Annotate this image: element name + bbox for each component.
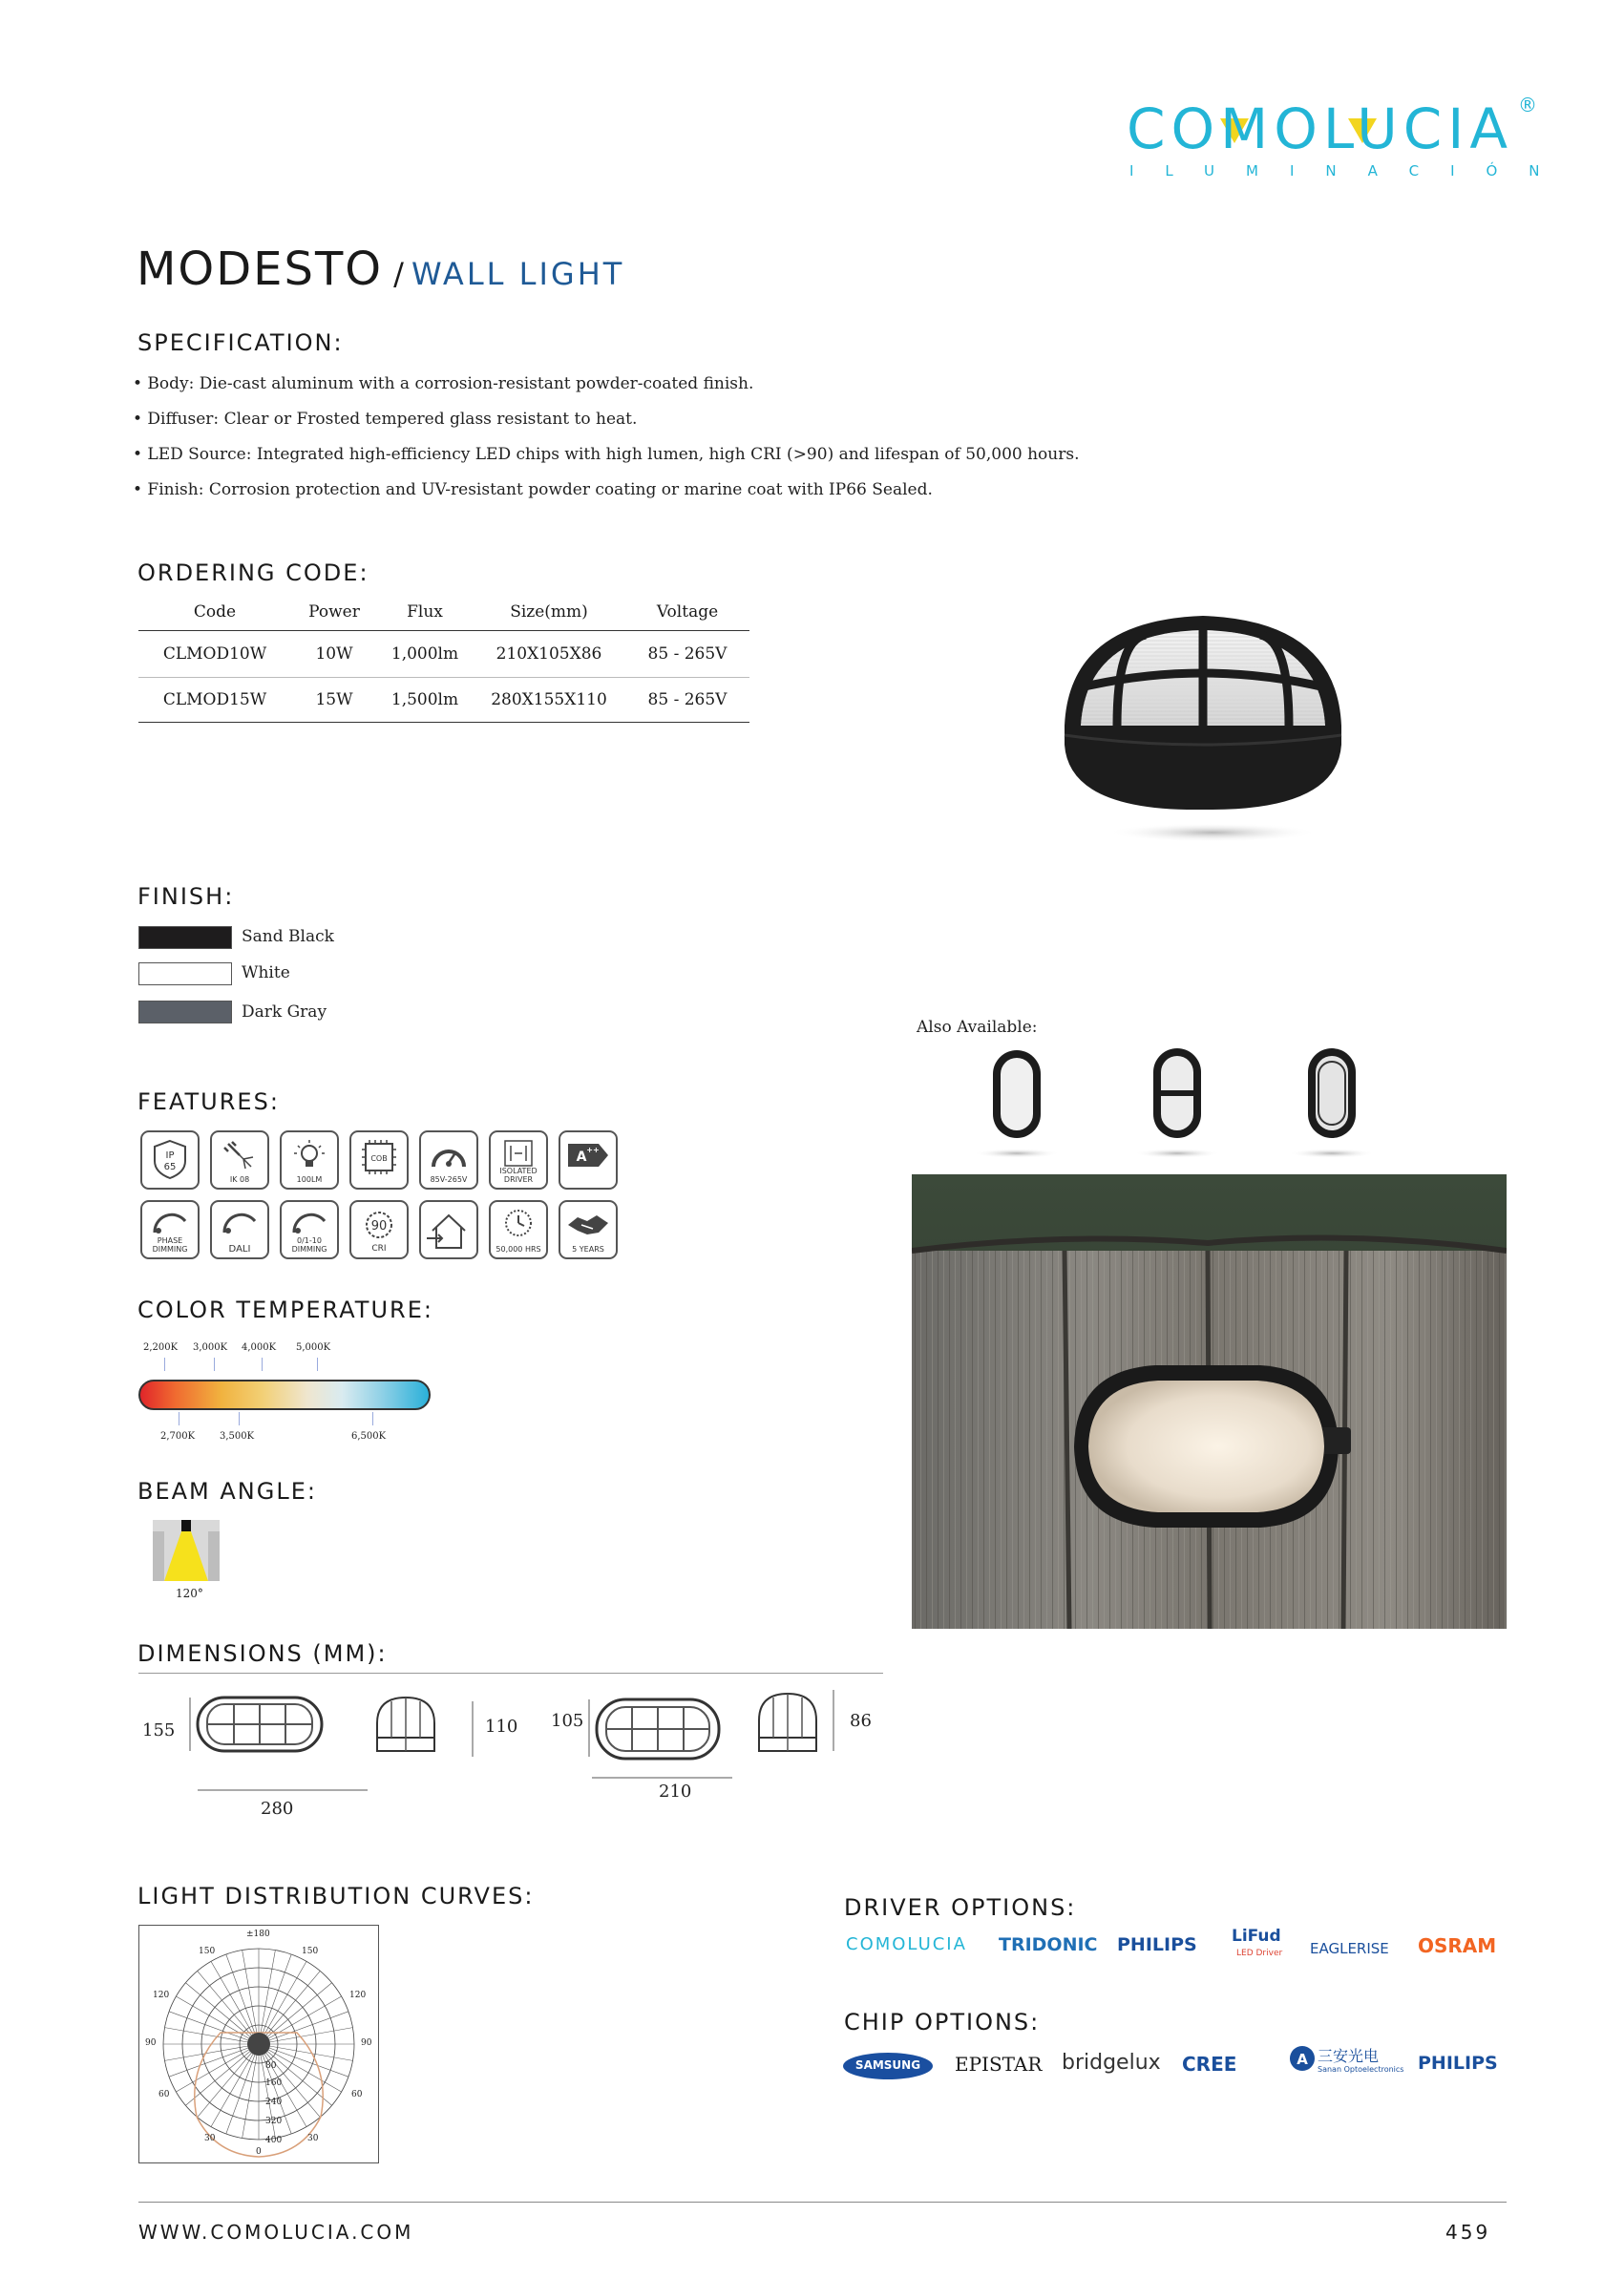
polar-radial-label: 400 [265, 2136, 283, 2145]
chip-brand-sanan: 三安光电 [1318, 2047, 1380, 2065]
features-heading: FEATURES: [137, 1088, 280, 1115]
lumen-bulb-icon [280, 1130, 339, 1190]
polar-angle-label: 0 [256, 2147, 262, 2157]
polar-radial-label: 320 [265, 2117, 283, 2126]
table-cell: 10W [291, 631, 377, 678]
dim-large-height: 155 [142, 1720, 176, 1740]
chip-brand-samsung [842, 2051, 934, 2081]
chip-brand-cree: CREE [1182, 2053, 1237, 2076]
driver-brand-comolucia: COMOLUCIA [846, 1934, 967, 1954]
specification-list [133, 374, 1183, 516]
feature-label: ISOLATED DRIVER [499, 1167, 538, 1184]
table-cell: 85 - 265V [625, 678, 749, 723]
product-name: MODESTO [137, 243, 384, 296]
table-cell: CLMOD10W [138, 631, 291, 678]
polar-angle-label: 90 [145, 2038, 157, 2048]
table-cell: 85 - 265V [625, 631, 749, 678]
dimension-drawings [138, 1680, 902, 1833]
cct-tick [239, 1412, 240, 1425]
cct-tick [214, 1358, 215, 1371]
table-header: Size(mm) [473, 594, 625, 631]
polar-angle-label: 60 [351, 2090, 363, 2099]
polar-angle-label: 90 [361, 2038, 372, 2048]
bulkhead-lamp-icon [1050, 582, 1356, 850]
svg-text:A: A [576, 1150, 587, 1165]
variant-lamps-icon [974, 1041, 1375, 1174]
clock-hours-icon [489, 1200, 548, 1259]
cct-label-top: 4,000K [242, 1342, 277, 1353]
cct-gradient-bar [138, 1380, 431, 1410]
table-cell: CLMOD15W [138, 678, 291, 723]
spec-item: • LED Source: Integrated high-efficiency LED chips with high lumen, high CRI (>90) and lifespan of 50,000 hours. [133, 445, 1080, 464]
cob-chip-icon [349, 1130, 409, 1190]
page-number: 459 [1445, 2221, 1491, 2244]
logo-subtitle: ILUMINACIÓN [1129, 162, 1571, 179]
finish-label: White [242, 963, 290, 982]
polar-angle-label: ±180 [246, 1930, 270, 1939]
table-cell: 1,000lm [377, 631, 473, 678]
sanan-subtitle: Sanan Optoelectronics [1318, 2065, 1404, 2074]
dim-large-width: 280 [261, 1799, 294, 1819]
wall-lamp-on-wood-photo [912, 1174, 1507, 1629]
samsung-label: SAMSUNG [854, 2058, 921, 2072]
driver-options-heading: DRIVER OPTIONS: [844, 1894, 1077, 1921]
chip-brand-epistar: EPISTAR [955, 2053, 1043, 2076]
installation-photo [912, 1174, 1507, 1629]
finish-swatch-sand-black [138, 926, 232, 949]
finish-label: Dark Gray [242, 1002, 327, 1022]
feature-label: 50,000 HRS [496, 1245, 541, 1254]
driver-brand-eaglerise: EAGLERISE [1310, 1940, 1389, 1957]
light-distribution-heading: LIGHT DISTRIBUTION CURVES: [137, 1883, 535, 1909]
chip-options-heading: CHIP OPTIONS: [844, 2009, 1041, 2035]
cct-label-top: 5,000K [296, 1342, 331, 1353]
polar-chart [138, 1925, 379, 2163]
title-separator: / [393, 256, 407, 292]
handshake-icon [559, 1200, 618, 1259]
dimensions-rule [138, 1673, 883, 1674]
polar-radial-label: 160 [265, 2078, 283, 2088]
dali-icon [210, 1200, 269, 1259]
polar-radial-label: 240 [265, 2098, 283, 2107]
sanan-logo-icon [1289, 2043, 1318, 2079]
footer-rule [138, 2202, 1507, 2203]
table-cell: 15W [291, 678, 377, 723]
table-header: Voltage [625, 594, 749, 631]
table-cell: 280X155X110 [473, 678, 625, 723]
feature-label: PHASE DIMMING [152, 1236, 188, 1254]
feature-label: 100LM [296, 1175, 323, 1184]
beam-angle-heading: BEAM ANGLE: [137, 1478, 317, 1505]
isolated-driver-icon [489, 1130, 548, 1190]
specification-heading: SPECIFICATION: [137, 329, 344, 356]
feature-label: 85V-265V [430, 1175, 468, 1184]
svg-text:A: A [1297, 2051, 1308, 2068]
table-header: Flux [377, 594, 473, 631]
brand-logo [1127, 94, 1571, 191]
polar-angle-label: 60 [158, 2090, 170, 2099]
also-available-label: Also Available: [917, 1018, 1038, 1037]
svg-text:COB: COB [370, 1154, 388, 1163]
registered-mark: ® [1518, 94, 1537, 116]
table-row [138, 678, 749, 723]
cct-label-bottom: 2,700K [160, 1431, 196, 1442]
dim-small-depth: 86 [850, 1711, 872, 1731]
cct-label-top: 2,200K [143, 1342, 179, 1353]
energy-class-icon [559, 1130, 618, 1190]
driver-brand-philips: PHILIPS [1117, 1934, 1197, 1955]
driver-brand-osram: OSRAM [1418, 1934, 1497, 1957]
feature-label: DALI [228, 1244, 251, 1255]
polar-radial-label: 80 [265, 2061, 277, 2071]
cri-value: 90 [370, 1219, 388, 1234]
svg-text:IP: IP [165, 1150, 175, 1161]
ip65-icon [140, 1130, 200, 1190]
dimensions-heading: DIMENSIONS (MM): [137, 1640, 388, 1667]
dimming-0-10-icon [280, 1200, 339, 1259]
cct-label-bottom: 6,500K [351, 1431, 387, 1442]
voltage-gauge-icon [419, 1130, 478, 1190]
driver-brand-tridonic: TRIDONIC [999, 1934, 1098, 1955]
ordering-table [138, 594, 749, 723]
svg-text:65: 65 [163, 1162, 177, 1172]
features-grid [140, 1130, 627, 1264]
table-cell: 1,500lm [377, 678, 473, 723]
cct-tick [164, 1358, 165, 1371]
feature-label: CRI [371, 1244, 387, 1254]
also-available-variants [974, 1041, 1375, 1174]
polar-angle-label: 30 [204, 2134, 216, 2143]
feature-label: 0/1-10 DIMMING [291, 1236, 327, 1254]
phase-dimming-icon [140, 1200, 200, 1259]
cct-tick [317, 1358, 318, 1371]
spec-item: • Body: Die-cast aluminum with a corrosion-resistant powder-coated finish. [133, 374, 754, 393]
lifud-subtitle: LED Driver [1236, 1949, 1283, 1958]
dim-small-width: 210 [659, 1782, 692, 1802]
dim-large-depth: 110 [485, 1717, 518, 1737]
polar-angle-label: 150 [199, 1947, 216, 1956]
chip-brand-philips: PHILIPS [1418, 2053, 1498, 2074]
footer-website: WWW.COMOLUCIA.COM [138, 2221, 414, 2244]
svg-text:++: ++ [586, 1146, 600, 1154]
finish-swatch-white [138, 962, 232, 985]
cri-icon [349, 1200, 409, 1259]
table-cell: 210X105X86 [473, 631, 625, 678]
product-title [137, 243, 624, 296]
product-category: WALL LIGHT [411, 256, 625, 292]
chip-brand-bridgelux: bridgelux [1062, 2051, 1161, 2075]
color-temperature-heading: COLOR TEMPERATURE: [137, 1297, 433, 1323]
cct-tick [262, 1358, 263, 1371]
table-header: Code [138, 594, 291, 631]
cct-label-top: 3,000K [193, 1342, 228, 1353]
feature-label: IK 08 [229, 1175, 250, 1184]
ordering-heading: ORDERING CODE: [137, 559, 369, 586]
beam-angle-icon [153, 1520, 220, 1581]
cct-tick [372, 1412, 373, 1425]
polar-angle-label: 120 [153, 1991, 170, 2000]
polar-grid [139, 1926, 378, 2162]
logo-wordmark: COMOLUCIA [1127, 96, 1514, 161]
driver-brand-lifud: LiFud [1232, 1927, 1281, 1946]
finish-heading: FINISH: [137, 883, 235, 910]
polar-angle-label: 30 [307, 2134, 319, 2143]
finish-label: Sand Black [242, 927, 334, 946]
beam-angle-value: 120° [176, 1587, 203, 1600]
table-header-row [138, 594, 749, 631]
table-header: Power [291, 594, 377, 631]
feature-label: 5 YEARS [572, 1245, 604, 1254]
spec-item: • Diffuser: Clear or Frosted tempered glass resistant to heat. [133, 410, 638, 429]
product-image [1050, 582, 1356, 850]
dim-small-height: 105 [551, 1711, 584, 1731]
table-row [138, 631, 749, 678]
polar-angle-label: 120 [349, 1991, 367, 2000]
spec-item: • Finish: Corrosion protection and UV-resistant powder coating or marine coat with IP66 Sealed. [133, 480, 933, 499]
house-icon [419, 1200, 478, 1259]
cct-label-bottom: 3,500K [220, 1431, 255, 1442]
ik08-icon [210, 1130, 269, 1190]
finish-swatch-dark-gray [138, 1001, 232, 1023]
polar-angle-label: 150 [302, 1947, 319, 1956]
